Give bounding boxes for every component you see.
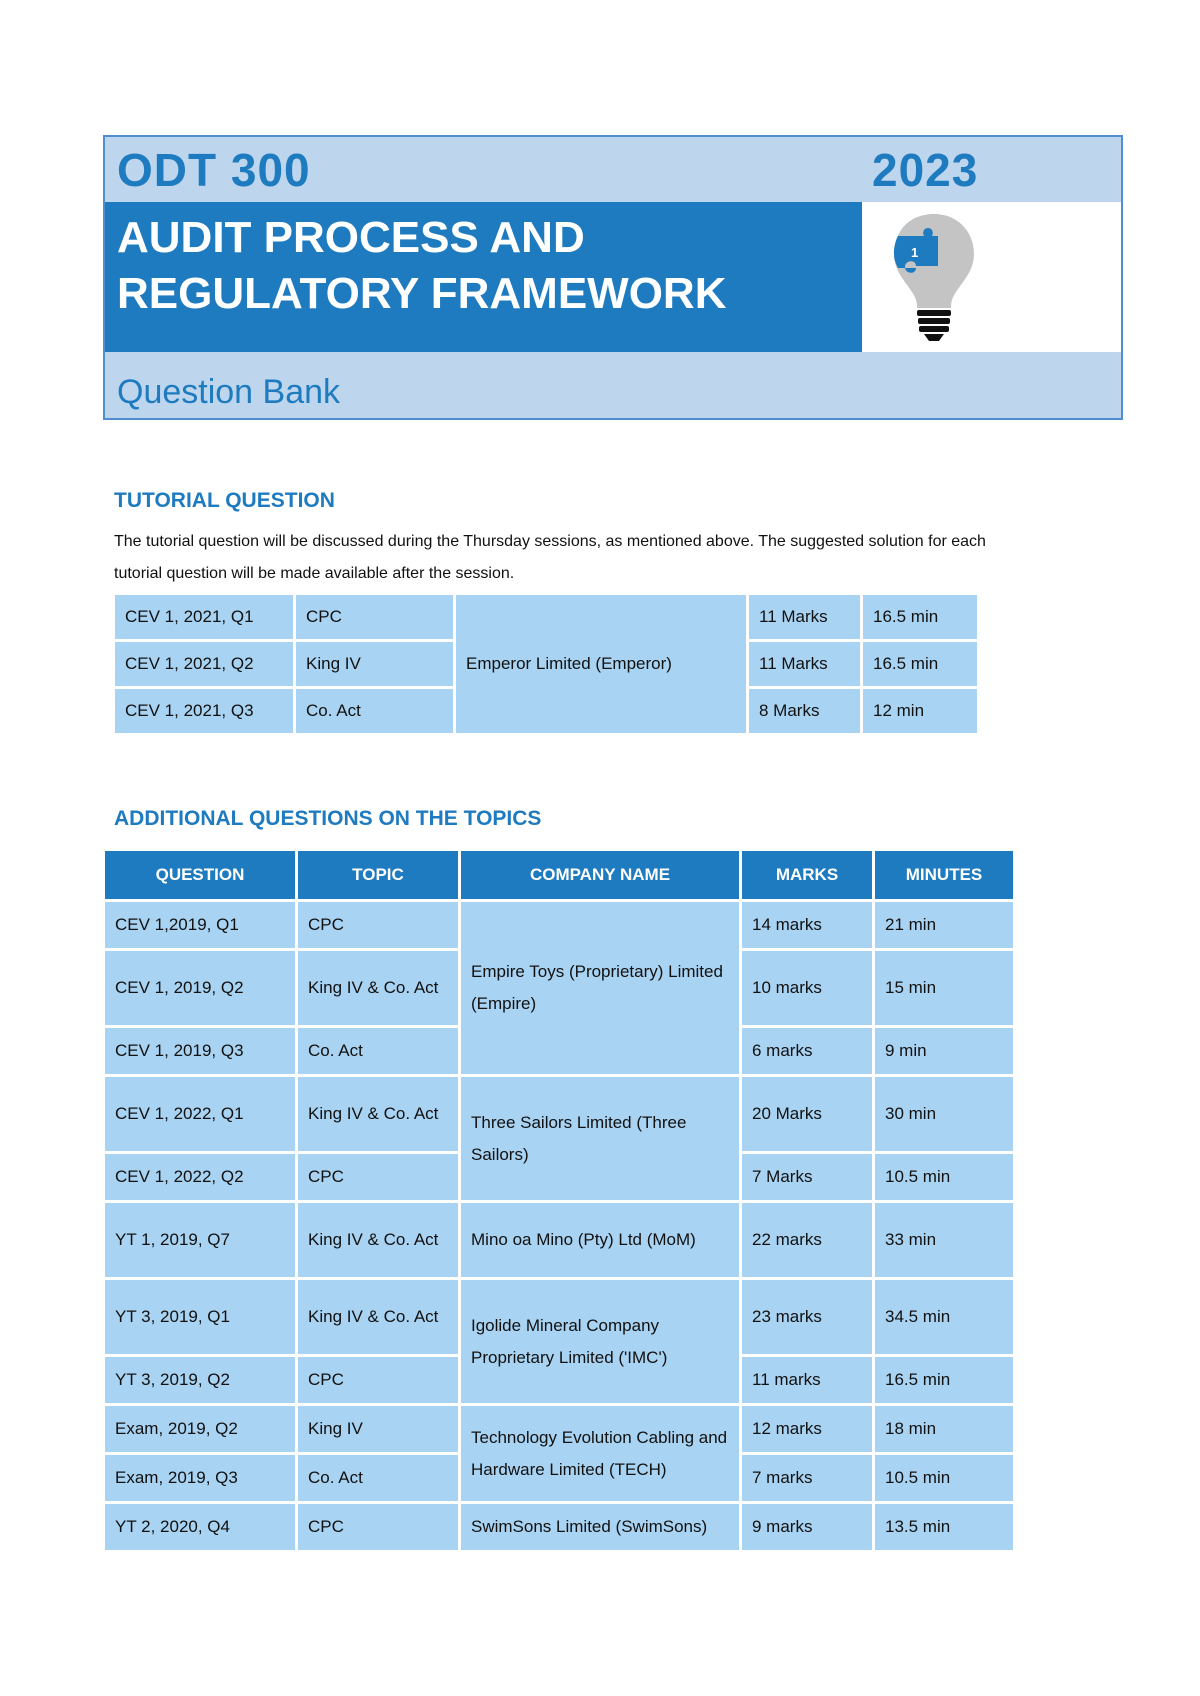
additional-heading: ADDITIONAL QUESTIONS ON THE TOPICS (114, 807, 542, 830)
question-cell: CEV 1, 2019, Q3 (105, 1028, 295, 1074)
question-cell: Exam, 2019, Q3 (105, 1455, 295, 1501)
minutes-cell: 10.5 min (875, 1154, 1013, 1200)
minutes-cell: 16.5 min (875, 1357, 1013, 1403)
company-cell: SwimSons Limited (SwimSons) (461, 1504, 739, 1550)
marks-cell: 23 marks (742, 1280, 872, 1354)
question-cell: CEV 1,2019, Q1 (105, 902, 295, 948)
tutorial-heading: TUTORIAL QUESTION (114, 489, 335, 512)
marks-cell: 9 marks (742, 1504, 872, 1550)
marks-cell: 8 Marks (749, 689, 860, 733)
company-cell: Mino oa Mino (Pty) Ltd (MoM) (461, 1203, 739, 1277)
topic-cell: Co. Act (298, 1028, 458, 1074)
table-header-row (105, 851, 1013, 899)
topic-cell: CPC (298, 902, 458, 948)
marks-cell: 6 marks (742, 1028, 872, 1074)
company-cell: Technology Evolution Cabling and Hardware Limited (TECH) (461, 1406, 739, 1501)
icon-panel (862, 202, 1121, 352)
minutes-cell: 10.5 min (875, 1455, 1013, 1501)
company-cell: Emperor Limited (Emperor) (456, 595, 746, 733)
minutes-cell: 21 min (875, 902, 1013, 948)
question-cell: CEV 1, 2022, Q2 (105, 1154, 295, 1200)
topic-cell: CPC (298, 1154, 458, 1200)
column-header-minutes: MINUTES (875, 851, 1013, 899)
column-header-question: QUESTION (105, 851, 295, 899)
table-row (105, 1504, 1013, 1550)
topic-cell: CPC (296, 595, 453, 639)
table-row (115, 595, 977, 639)
minutes-cell: 12 min (863, 689, 977, 733)
marks-cell: 11 marks (742, 1357, 872, 1403)
company-cell: Three Sailors Limited (Three Sailors) (461, 1077, 739, 1200)
column-header-marks: MARKS (742, 851, 872, 899)
minutes-cell: 18 min (875, 1406, 1013, 1452)
table-row (105, 1203, 1013, 1277)
marks-cell: 12 marks (742, 1406, 872, 1452)
topic-cell: CPC (298, 1504, 458, 1550)
marks-cell: 11 Marks (749, 595, 860, 639)
topic-cell: Co. Act (296, 689, 453, 733)
question-cell: CEV 1, 2021, Q2 (115, 642, 293, 686)
marks-cell: 7 marks (742, 1455, 872, 1501)
topic-cell: King IV & Co. Act (298, 1077, 458, 1151)
question-cell: Exam, 2019, Q2 (105, 1406, 295, 1452)
topic-cell: King IV & Co. Act (298, 1203, 458, 1277)
document-subtitle: Question Bank (117, 373, 341, 411)
topic-cell: King IV (298, 1406, 458, 1452)
table-row (105, 1077, 1013, 1151)
marks-cell: 14 marks (742, 902, 872, 948)
company-cell: Igolide Mineral Company Proprietary Limited ('IMC') (461, 1280, 739, 1403)
marks-cell: 22 marks (742, 1203, 872, 1277)
additional-questions-table (102, 848, 1016, 1553)
table-row (105, 1280, 1013, 1354)
column-header-topic: TOPIC (298, 851, 458, 899)
title-line-2: REGULATORY FRAMEWORK (117, 269, 727, 318)
minutes-cell: 16.5 min (863, 642, 977, 686)
lightbulb-icon (890, 210, 978, 342)
company-cell: Empire Toys (Proprietary) Limited (Empire) (461, 902, 739, 1074)
puzzle-number: 1 (911, 245, 919, 260)
table-row (105, 902, 1013, 948)
document-title (117, 210, 726, 322)
column-header-company: COMPANY NAME (461, 851, 739, 899)
question-cell: CEV 1, 2019, Q2 (105, 951, 295, 1025)
table-row (105, 1406, 1013, 1452)
topic-cell: Co. Act (298, 1455, 458, 1501)
question-cell: CEV 1, 2021, Q1 (115, 595, 293, 639)
question-cell: YT 3, 2019, Q1 (105, 1280, 295, 1354)
tutorial-intro: The tutorial question will be discussed during the Thursday sessions, as mentioned above. The suggested solution for each tutorial question will be made available after the session. (114, 533, 986, 582)
marks-cell: 10 marks (742, 951, 872, 1025)
question-cell: YT 2, 2020, Q4 (105, 1504, 295, 1550)
question-cell: CEV 1, 2021, Q3 (115, 689, 293, 733)
minutes-cell: 33 min (875, 1203, 1013, 1277)
minutes-cell: 13.5 min (875, 1504, 1013, 1550)
tutorial-table (112, 592, 980, 736)
marks-cell: 11 Marks (749, 642, 860, 686)
question-cell: YT 1, 2019, Q7 (105, 1203, 295, 1277)
title-line-1: AUDIT PROCESS AND (117, 213, 585, 262)
minutes-cell: 16.5 min (863, 595, 977, 639)
minutes-cell: 9 min (875, 1028, 1013, 1074)
course-year: 2023 (872, 144, 979, 196)
topic-cell: King IV (296, 642, 453, 686)
minutes-cell: 30 min (875, 1077, 1013, 1151)
marks-cell: 20 Marks (742, 1077, 872, 1151)
document-header (103, 135, 1123, 420)
topic-cell: CPC (298, 1357, 458, 1403)
minutes-cell: 15 min (875, 951, 1013, 1025)
marks-cell: 7 Marks (742, 1154, 872, 1200)
title-band (105, 202, 862, 352)
question-cell: CEV 1, 2022, Q1 (105, 1077, 295, 1151)
course-code: ODT 300 (117, 144, 311, 196)
topic-cell: King IV & Co. Act (298, 951, 458, 1025)
topic-cell: King IV & Co. Act (298, 1280, 458, 1354)
question-cell: YT 3, 2019, Q2 (105, 1357, 295, 1403)
minutes-cell: 34.5 min (875, 1280, 1013, 1354)
